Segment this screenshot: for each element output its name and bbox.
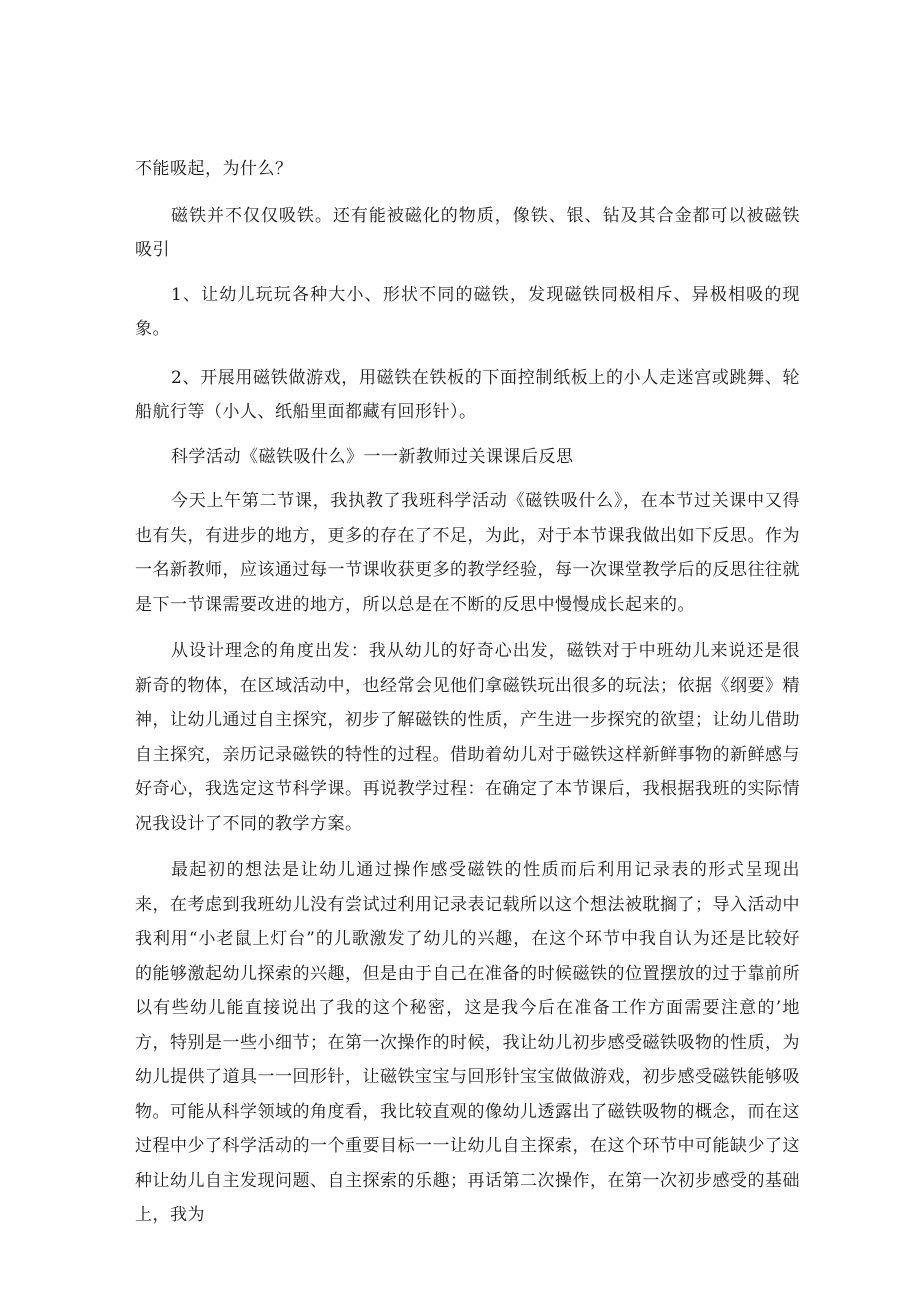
paragraph-magnet-attraction: 磁铁并不仅仅吸铁。还有能被磁化的物质，像铁、银、钻及其合金都可以被磁铁吸引	[135, 205, 800, 260]
paragraph-step-2: 2、开展用磁铁做游戏，用磁铁在铁板的下面控制纸板上的小人走迷宫或跳舞、轮船航行等（小人、纸船里面都藏有回形针）。	[135, 367, 800, 422]
paragraph-continuation: 不能吸起，为什么？	[135, 159, 293, 179]
paragraph-step-1: 1、让幼儿玩玩各种大小、形状不同的磁铁，发现磁铁同极相斥、异极相吸的现象。	[135, 284, 800, 339]
paragraph-reflection-intro: 今天上午第二节课，我执教了我班科学活动《磁铁吸什么》，在本节过关课中又得也有失，有进步的地方，更多的存在了不足，为此，对于本节课我做出如下反思。作为一名新教师，应该通过每一节课收获更多的教学经验，每一次课堂教学后的反思往往就是下一节课需要改进的地方，所以总是在不断的反思中慢慢成长起来的。	[135, 491, 800, 615]
paragraph-design-concept: 从设计理念的角度出发：我从幼儿的好奇心出发，磁铁对于中班幼儿来说还是很新奇的物体，在区域活动中，也经常会见他们拿磁铁玩出很多的玩法；依据《纲要》精神，让幼儿通过自主探究，初步了解磁铁的性质，产生进一步探究的欲望；让幼儿借助自主探究，亲历记录磁铁的特性的过程。借助着幼儿对于磁铁这样新鲜事物的新鲜感与好奇心，我选定这节科学课。再说教学过程：在确定了本节课后，我根据我班的实际情况我设计了不同的教学方案。	[135, 641, 800, 834]
paragraph-teaching-process: 最起初的想法是让幼儿通过操作感受磁铁的性质而后利用记录表的形式呈现出来，在考虑到我班幼儿没有尝试过利用记录表记载所以这个想法被耽搁了；导入活动中我利用“小老鼠上灯台”的儿歌激发了幼儿的兴趣，在这个环节中我自认为还是比较好的能够激起幼儿探索的兴趣，但是由于自己在准备的时候磁铁的位置摆放的过于靠前所以有些幼儿能直接说出了我的这个秘密，这是我今后在准备工作方面需要注意的’地方，特别是一些小细节；在第一次操作的时候，我让幼儿初步感受磁铁吸物的性质，为幼儿提供了道具一一回形针，让磁铁宝宝与回形针宝宝做做游戏，初步感受磁铁能够吸物。可能从科学领域的角度看，我比较直观的像幼儿透露出了磁铁吸物的概念，而在这过程中少了科学活动的一个重要目标一一让幼儿自主探索，在这个环节中可能缺少了这种让幼儿自主发现问题、自主探索的乐趣；再话第二次操作，在第一次初步感受的基础上，我为	[135, 860, 800, 1225]
section-title: 科学活动《磁铁吸什么》一一新教师过关课课后反思	[171, 446, 574, 467]
